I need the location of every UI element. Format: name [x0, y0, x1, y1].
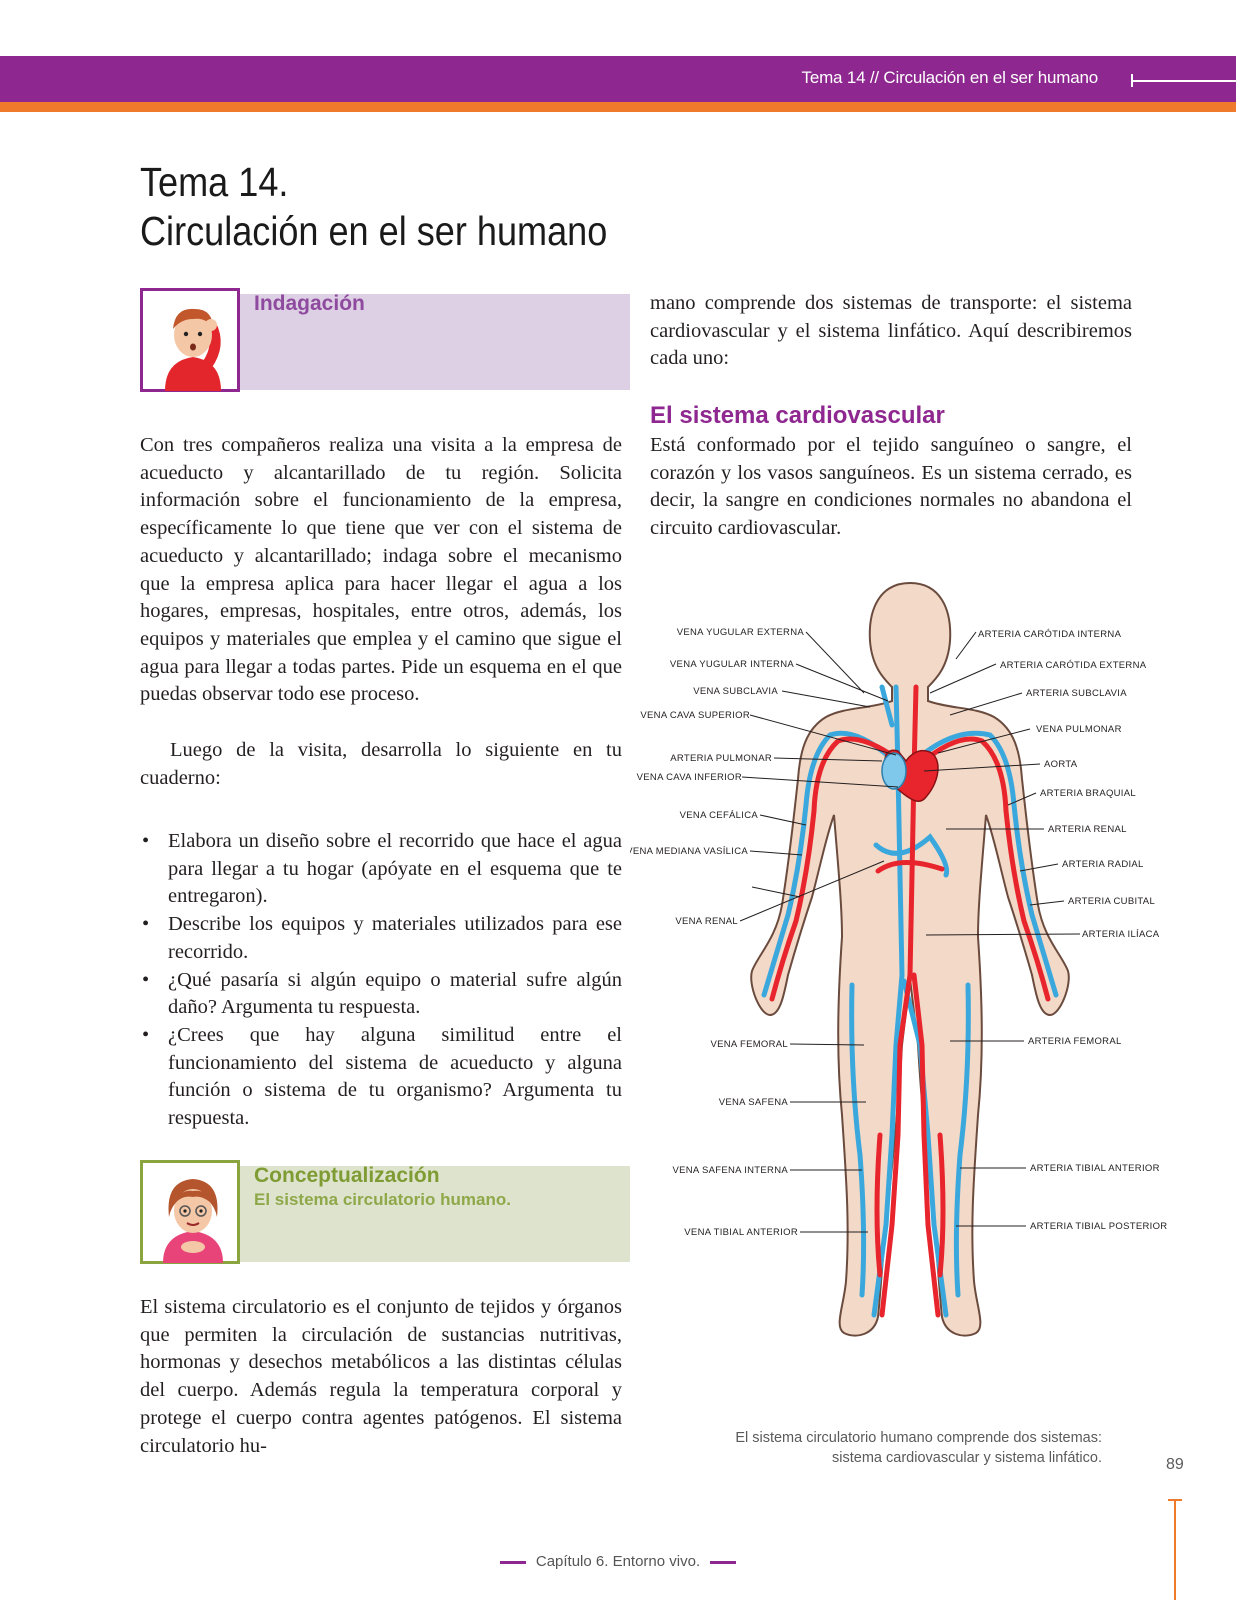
label-arteria-cubital: ARTERIA CUBITAL — [1068, 896, 1156, 907]
label-arteria-carotida-interna: ARTERIA CARÓTIDA INTERNA — [978, 629, 1122, 640]
right-paragraph-1: mano comprende dos sistemas de transporte: el sistema cardiovascular y el sistema linfático. Aquí describiremos cada uno: — [650, 292, 1132, 370]
list-item: • ¿Crees que hay alguna similitud entre el funcionamiento del sistema de acueducto y alguna función o sistema de tu organismo? Argumenta tu respuesta. — [140, 1022, 622, 1133]
label-vena-cefalica: VENA CEFÁLICA — [679, 810, 758, 821]
label-vena-pulmonar: VENA PULMONAR — [1036, 724, 1122, 735]
indagacion-box — [140, 288, 620, 392]
label-arteria-iliaca: ARTERIA ILÍACA — [1082, 929, 1160, 940]
footer-line-right — [710, 1561, 736, 1564]
label-vena-safena: VENA SAFENA — [718, 1097, 788, 1108]
thinking-boy-icon — [151, 295, 235, 391]
label-aorta: AORTA — [1044, 759, 1078, 770]
footer-chapter: Capítulo 6. — [535, 1553, 609, 1570]
conceptualizacion-avatar-frame — [140, 1160, 240, 1264]
label-arteria-tibial-posterior: ARTERIA TIBIAL POSTERIOR — [1030, 1221, 1168, 1232]
conceptualizacion-subtitle: El sistema circulatorio humano. — [254, 1190, 511, 1209]
label-arteria-femoral: ARTERIA FEMORAL — [1028, 1036, 1122, 1047]
title-line-2: Circulación en el ser humano — [140, 208, 608, 254]
label-arteria-tibial-anterior: ARTERIA TIBIAL ANTERIOR — [1030, 1163, 1160, 1174]
label-vena-cava-superior: VENA CAVA SUPERIOR — [640, 710, 750, 721]
subheading-cardiovascular: El sistema cardiovascular — [650, 402, 945, 429]
left-paragraph-3: El sistema circulatorio es el conjunto de tejidos y órganos que permiten la circulación de sustancias nutritivas, hormonas y desechos metabólicos a las distintas células del cuerpo. Además regula la temperatura corporal y protege el cuerpo contra agentes patógenos. El sistema circulatorio hu- — [140, 1296, 622, 1457]
left-paragraph-2: Luego de la visita, desarrolla lo siguiente en tu cuaderno: — [140, 739, 622, 789]
figure-caption — [662, 1428, 1102, 1468]
title-line-1: Tema 14. — [140, 159, 289, 205]
footer-line-left — [500, 1561, 526, 1564]
list-item: • Describe los equipos y materiales utilizados para ese recorrido. — [140, 911, 622, 966]
page-number: 89 — [1166, 1456, 1184, 1473]
label-vena-renal: VENA RENAL — [675, 916, 738, 927]
label-vena-cava-inferior: VENA CAVA INFERIOR — [636, 772, 742, 783]
indagacion-title: Indagación — [254, 292, 365, 315]
footer — [0, 1553, 1236, 1570]
indagacion-avatar-frame — [140, 288, 240, 392]
label-vena-mediana-vasilica: VENA MEDIANA VASÍLICA — [630, 846, 748, 857]
footer-chapter-name: Entorno vivo. — [612, 1553, 701, 1570]
label-vena-femoral: VENA FEMORAL — [710, 1039, 788, 1050]
conceptualizacion-box — [140, 1160, 620, 1264]
label-vena-yugular-interna: VENA YUGULAR INTERNA — [669, 659, 794, 670]
label-arteria-radial: ARTERIA RADIAL — [1062, 859, 1144, 870]
header-orange-stripe — [0, 102, 1236, 112]
label-arteria-subclavia: ARTERIA SUBCLAVIA — [1026, 688, 1127, 699]
running-head: Tema 14 // Circulación en el ser humano — [801, 68, 1098, 87]
caption-line-2: sistema cardiovascular y sistema linfático. — [832, 1450, 1102, 1466]
label-vena-yugular-externa: VENA YUGULAR EXTERNA — [676, 627, 804, 638]
side-line — [1174, 1500, 1176, 1600]
label-arteria-renal: ARTERIA RENAL — [1048, 824, 1127, 835]
girl-icon — [151, 1167, 235, 1263]
page-title — [140, 158, 607, 256]
circulatory-system-figure — [630, 575, 1190, 1375]
list-item: • Elabora un diseño sobre el recorrido que hace el agua para llegar a tu hogar (apóyate en el esquema que te entregaron). — [140, 828, 622, 911]
conceptualizacion-title: Conceptualización — [254, 1164, 440, 1187]
running-head-line — [1132, 80, 1236, 82]
left-paragraph-1: Con tres compañeros realiza una visita a la empresa de acueducto y alcantarillado de tu región. Solicita información sobre el funcionamiento de la empresa, específicamente lo que tiene que ver con el sistema de acueducto y alcantarillado; indaga sobre el mecanismo que la empresa aplica para hacer llegar el agua a los hogares, empresas, hospitales, entre otros, además, los equipos y materiales que emplea y el camino que sigue el agua para llegar a todas partes. Pide un esquema en el que puedas observar todo ese proceso. — [140, 434, 622, 706]
caption-line-1: El sistema circulatorio humano comprende dos sistemas: — [735, 1430, 1102, 1446]
label-vena-safena-interna: VENA SAFENA INTERNA — [672, 1165, 788, 1176]
label-arteria-pulmonar: ARTERIA PULMONAR — [670, 753, 772, 764]
label-vena-subclavia: VENA SUBCLAVIA — [693, 686, 778, 697]
right-labels — [978, 629, 1167, 1232]
list-item: • ¿Qué pasaría si algún equipo o material sufre algún daño? Argumenta tu respuesta. — [140, 967, 622, 1022]
bullet-list — [140, 828, 622, 1133]
label-vena-tibial-anterior: VENA TIBIAL ANTERIOR — [684, 1227, 798, 1238]
label-arteria-carotida-externa: ARTERIA CARÓTIDA EXTERNA — [1000, 660, 1147, 671]
right-paragraph-2: Está conformado por el tejido sanguíneo o sangre, el corazón y los vasos sanguíneos. Es un sistema cerrado, es decir, la sangre en condiciones normales no abandona el circuito cardiovascular. — [650, 434, 1132, 540]
label-arteria-braquial: ARTERIA BRAQUIAL — [1040, 788, 1136, 799]
circulatory-diagram — [630, 575, 1190, 1375]
